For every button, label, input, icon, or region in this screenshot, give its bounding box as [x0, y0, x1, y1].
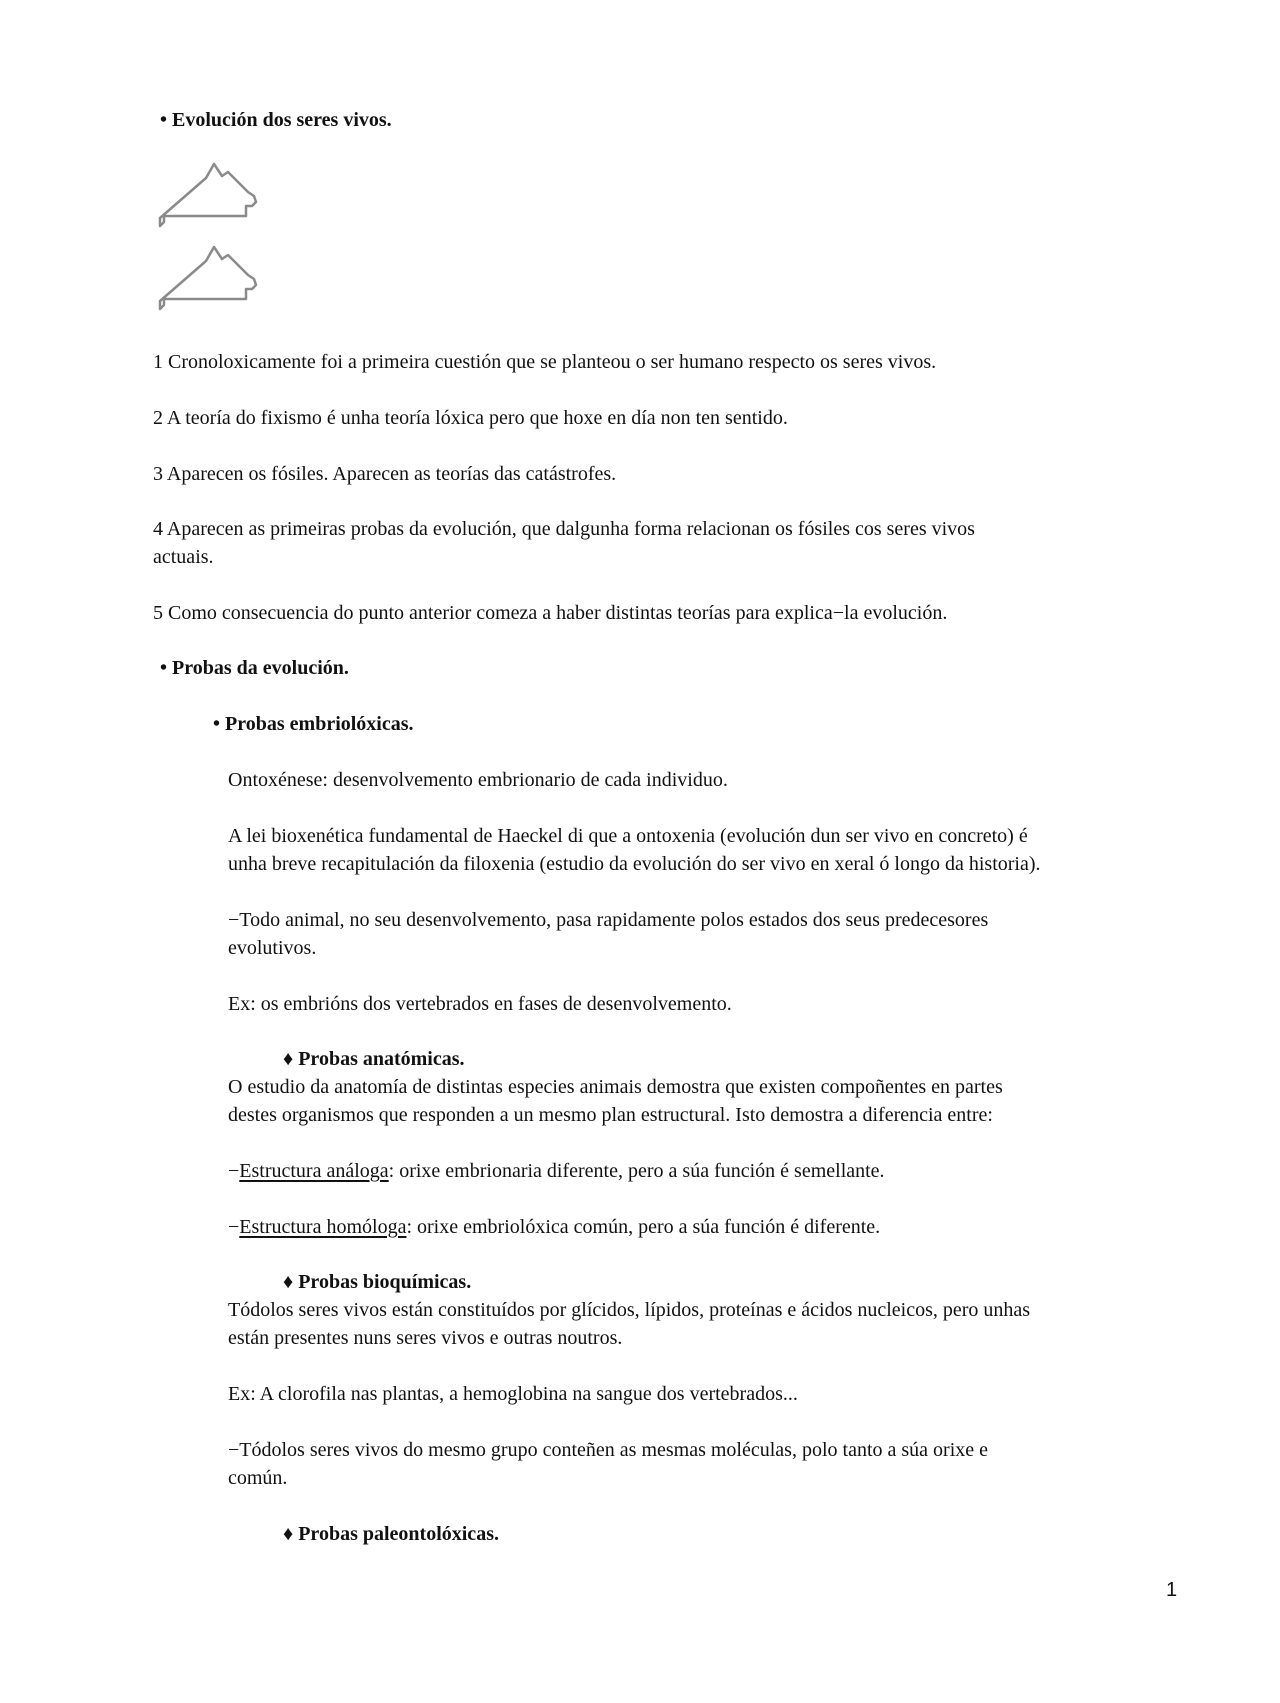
dash: − [228, 1160, 240, 1182]
diamond-bullet: ♦ [283, 1271, 294, 1293]
list-item: 1 Cronoloxicamente foi a primeira cuestión que se planteou o ser humano respecto os seres vivos. [153, 351, 937, 373]
paragraph-line: −Todo animal, no seu desenvolvemento, pasa rapidamente polos estados dos seus predecesores [228, 909, 989, 931]
paragraph-line: A lei bioxenética fundamental de Haeckel di que a ontoxenia (evolución dun ser vivo en concreto) é [228, 825, 1028, 847]
definition-analoga [228, 1157, 885, 1185]
house-outline-icon [156, 243, 262, 315]
bullet: • [160, 109, 168, 131]
paragraph: Ex: A clorofila nas plantas, a hemoglobina na sangue dos vertebrados... [228, 1383, 798, 1405]
subheading-text: Probas embriolóxicas. [225, 713, 414, 735]
subheading-text: Probas bioquímicas. [298, 1271, 472, 1293]
paragraph-line: están presentes nuns seres vivos e outras noutros. [228, 1327, 623, 1349]
heading-text: Evolución dos seres vivos. [172, 109, 392, 131]
subheading-paleontoloxicas [283, 1520, 499, 1548]
house-outline-icon [156, 160, 262, 232]
list-item: 2 A teoría do fixismo é unha teoría lóxica pero que hoxe en día non ten sentido. [153, 407, 788, 429]
section-heading-probas [160, 654, 349, 682]
heading-text: Probas da evolución. [172, 657, 349, 679]
paragraph-line: −Tódolos seres vivos do mesmo grupo conteñen as mesmas moléculas, polo tanto a súa orixe e [228, 1439, 989, 1461]
list-item-continuation: actuais. [153, 546, 214, 568]
paragraph-line: O estudio da anatomía de distintas especies animais demostra que existen compoñentes en partes [228, 1076, 1003, 1098]
bullet: • [160, 657, 168, 679]
paragraph-line: unha breve recapitulación da filoxenia (estudio da evolución do ser vivo en xeral ó longo da historia). [228, 853, 1041, 875]
subheading-anatomicas [283, 1045, 465, 1073]
list-item: 3 Aparecen os fósiles. Aparecen as teorías das catástrofes. [153, 463, 617, 485]
term-analoga: Estructura análoga [239, 1160, 389, 1182]
subheading-bioquimicas [283, 1268, 471, 1296]
paragraph-line: destes organismos que responden a un mesmo plan estructural. Isto demostra a diferencia entre: [228, 1104, 993, 1126]
paragraph-line: evolutivos. [228, 937, 317, 959]
bullet: • [213, 713, 221, 735]
paragraph: Ontoxénese: desenvolvemento embrionario de cada individuo. [228, 769, 728, 791]
subheading-text: Probas paleontolóxicas. [298, 1523, 499, 1545]
definition-text: : orixe embriolóxica común, pero a súa función é diferente. [406, 1216, 881, 1238]
list-item: 4 Aparecen as primeiras probas da evolución, que dalgunha forma relacionan os fósiles cos seres vivos [153, 518, 975, 540]
diamond-bullet: ♦ [283, 1523, 294, 1545]
paragraph-line: Tódolos seres vivos están constituídos por glícidos, lípidos, proteínas e ácidos nucleicos, pero unhas [228, 1299, 1031, 1321]
paragraph: Ex: os embrións dos vertebrados en fases de desenvolvemento. [228, 993, 732, 1015]
definition-text: : orixe embrionaria diferente, pero a súa función é semellante. [388, 1160, 885, 1182]
paragraph-line: común. [228, 1467, 288, 1489]
page-number: 1 [1166, 1579, 1178, 1601]
section-heading-evolucion [160, 106, 392, 134]
list-item: 5 Como consecuencia do punto anterior comeza a haber distintas teorías para explica−la evolución. [153, 602, 948, 624]
definition-homologa [228, 1213, 880, 1241]
diamond-bullet: ♦ [283, 1048, 294, 1070]
subheading-embriologicas [213, 710, 414, 738]
dash: − [228, 1216, 240, 1238]
term-homologa: Estructura homóloga [239, 1216, 407, 1238]
subheading-text: Probas anatómicas. [298, 1048, 465, 1070]
